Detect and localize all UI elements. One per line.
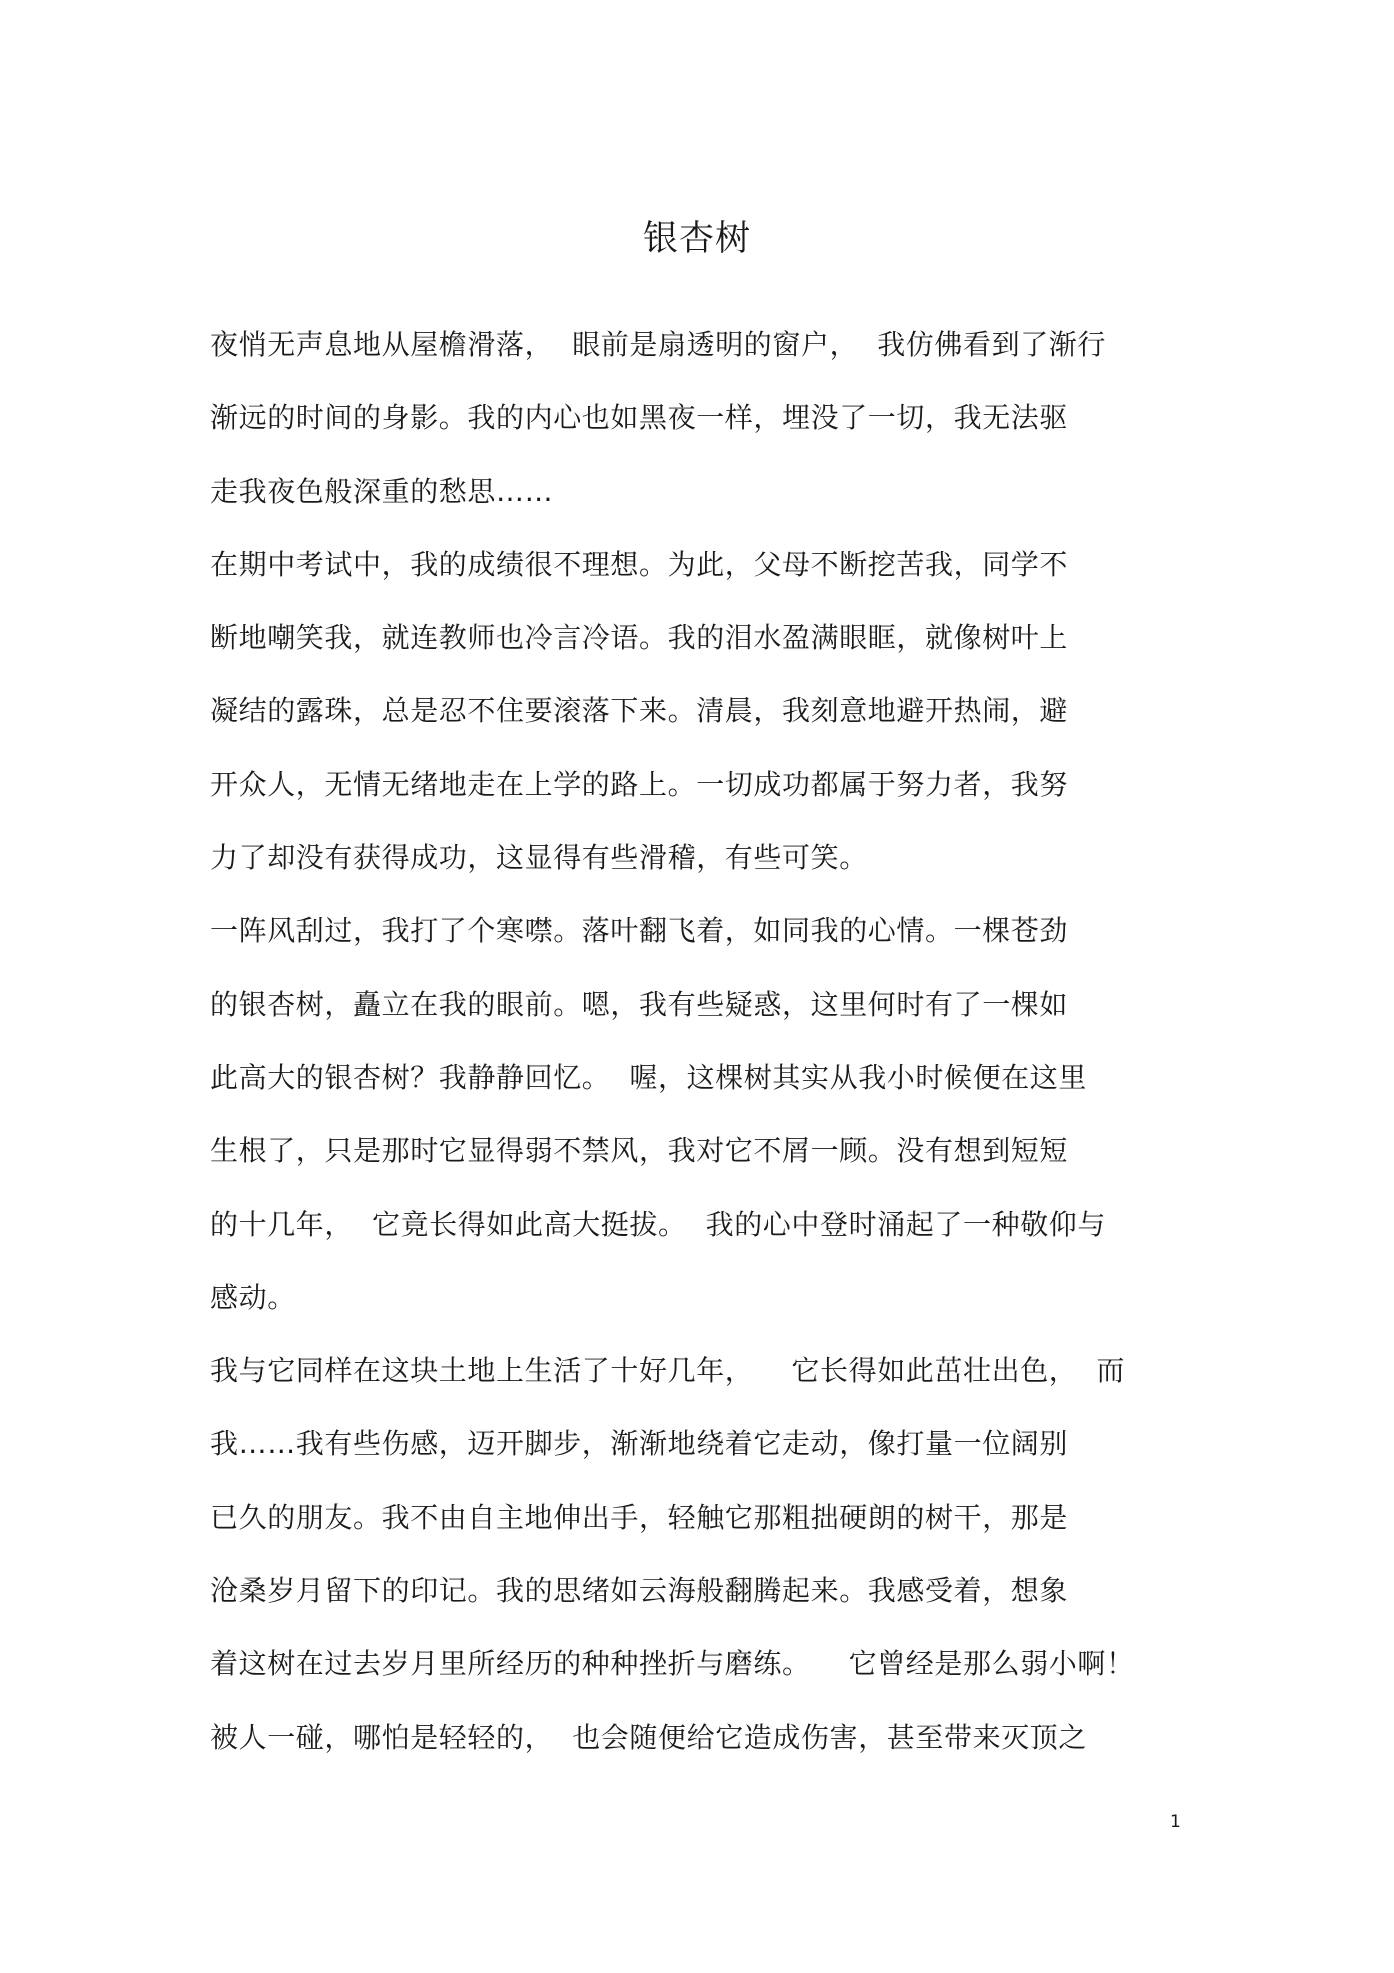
- text-line: 一阵风刮过，我打了个寒噤。落叶翻飞着，如同我的心情。一棵苍劲: [210, 914, 1069, 948]
- text-line: 我……我有些伤感，迈开脚步，渐渐地绕着它走动，像打量一位阔别: [210, 1427, 1069, 1461]
- text-line: 沧桑岁月留下的印记。我的思绪如云海般翻腾起来。我感受着，想象: [210, 1574, 1069, 1608]
- text-line: 已久的朋友。我不由自主地伸出手，轻触它那粗拙硬朗的树干，那是: [210, 1500, 1069, 1534]
- text-line: 感动。: [210, 1280, 296, 1314]
- text-line: 着这树在过去岁月里所经历的种种挫折与磨练。 它曾经是那么弱小啊！: [210, 1647, 1135, 1681]
- text-line: 渐远的时间的身影。我的内心也如黑夜一样，埋没了一切，我无法驱: [210, 401, 1069, 435]
- text-line: 我与它同样在这块土地上生活了十好几年， 它长得如此茁壮出色， 而: [210, 1354, 1126, 1388]
- document-title: 银杏树: [642, 219, 751, 259]
- text-line: 走我夜色般深重的愁思……: [210, 474, 554, 508]
- text-line: 生根了，只是那时它显得弱不禁风，我对它不屑一顾。没有想到短短: [210, 1134, 1069, 1168]
- text-line: 断地嘲笑我，就连教师也冷言冷语。我的泪水盈满眼眶，就像树叶上: [210, 621, 1069, 655]
- page-number: 1: [1170, 1812, 1181, 1832]
- document-body: [210, 308, 1210, 1774]
- text-line: 此高大的银杏树？我静静回忆。 喔，这棵树其实从我小时候便在这里: [210, 1060, 1088, 1094]
- text-line: 开众人，无情无绪地走在上学的路上。一切成功都属于努力者，我努: [210, 767, 1069, 801]
- text-line: 的银杏树，矗立在我的眼前。嗯，我有些疑惑，这里何时有了一棵如: [210, 987, 1069, 1021]
- text-line: 的十几年， 它竟长得如此高大挺拔。 我的心中登时涌起了一种敬仰与: [210, 1207, 1107, 1241]
- text-line: 夜悄无声息地从屋檐滑落， 眼前是扇透明的窗户， 我仿佛看到了渐行: [210, 328, 1107, 361]
- text-line: 凝结的露珠，总是忍不住要滚落下来。清晨，我刻意地避开热闹，避: [210, 694, 1069, 728]
- text-line: 力了却没有获得成功，这显得有些滑稽，有些可笑。: [210, 841, 868, 875]
- text-line: 在期中考试中，我的成绩很不理想。为此，父母不断挖苦我，同学不: [210, 547, 1069, 581]
- text-line: 被人一碰，哪怕是轻轻的， 也会随便给它造成伤害，甚至带来灭顶之: [210, 1720, 1088, 1754]
